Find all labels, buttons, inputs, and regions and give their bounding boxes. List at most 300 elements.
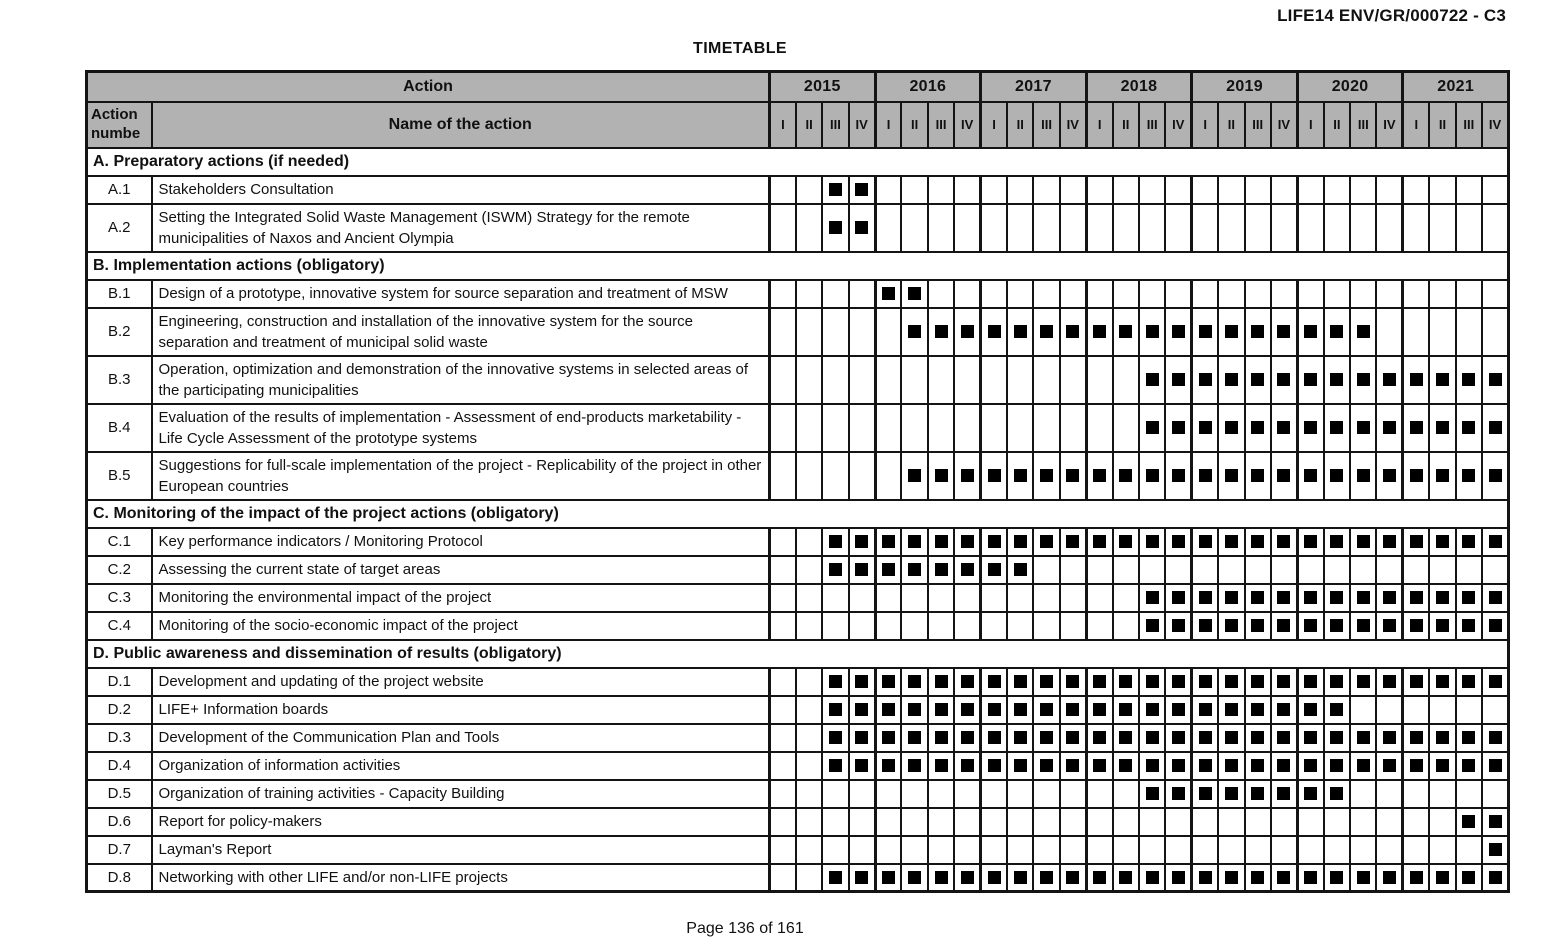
timetable-body: [87, 148, 1509, 892]
gantt-mark: [935, 325, 948, 338]
quarter-cell: [1429, 612, 1455, 640]
gantt-mark: [1066, 535, 1079, 548]
quarter-cell: [1350, 612, 1376, 640]
quarter-cell: [770, 280, 796, 308]
gantt-mark: [1146, 871, 1159, 884]
action-number: D.2: [87, 696, 152, 724]
table-row: [87, 176, 1509, 204]
quarter-cell: [1429, 556, 1455, 584]
quarter-cell: [1456, 176, 1482, 204]
quarter-cell: [1403, 864, 1429, 892]
quarter-cell: [1007, 808, 1033, 836]
gantt-mark: [1489, 871, 1502, 884]
gantt-mark: [1199, 325, 1212, 338]
quarter-cell: [1324, 584, 1350, 612]
quarter-cell: [901, 780, 927, 808]
header-quarter: II: [1429, 102, 1455, 148]
quarter-cell: [901, 584, 927, 612]
gantt-mark: [1066, 703, 1079, 716]
quarter-cell: [796, 452, 822, 500]
quarter-cell: [770, 528, 796, 556]
gantt-mark: [988, 325, 1001, 338]
quarter-cell: [954, 308, 980, 356]
quarter-cell: [928, 308, 954, 356]
table-row: [87, 696, 1509, 724]
quarter-cell: [1376, 808, 1402, 836]
gantt-mark: [1436, 421, 1449, 434]
quarter-cell: [1192, 668, 1218, 696]
gantt-mark: [1436, 731, 1449, 744]
quarter-cell: [1350, 308, 1376, 356]
gantt-mark: [1172, 535, 1185, 548]
quarter-cell: [1429, 752, 1455, 780]
gantt-mark: [1146, 325, 1159, 338]
header-row-quarters: [87, 102, 1509, 148]
gantt-mark: [1066, 325, 1079, 338]
table-row: [87, 404, 1509, 452]
gantt-mark: [1172, 759, 1185, 772]
gantt-mark: [1357, 469, 1370, 482]
quarter-cell: [1482, 176, 1508, 204]
quarter-cell: [928, 204, 954, 252]
gantt-mark: [1357, 675, 1370, 688]
gantt-mark: [1436, 373, 1449, 386]
quarter-cell: [1429, 452, 1455, 500]
quarter-cell: [796, 556, 822, 584]
quarter-cell: [1192, 204, 1218, 252]
gantt-mark: [1251, 871, 1264, 884]
quarter-cell: [770, 584, 796, 612]
header-quarter: I: [1297, 102, 1323, 148]
quarter-cell: [1086, 356, 1112, 404]
section-header: D. Public awareness and dissemination of results (obligatory): [87, 640, 1509, 668]
quarter-cell: [822, 356, 848, 404]
quarter-cell: [1007, 280, 1033, 308]
gantt-mark: [855, 563, 868, 576]
gantt-mark: [1357, 325, 1370, 338]
quarter-cell: [1297, 584, 1323, 612]
gantt-mark: [1225, 535, 1238, 548]
quarter-cell: [901, 696, 927, 724]
gantt-mark: [1462, 535, 1475, 548]
quarter-cell: [1482, 280, 1508, 308]
gantt-mark: [1277, 759, 1290, 772]
gantt-mark: [988, 675, 1001, 688]
quarter-cell: [849, 452, 875, 500]
quarter-cell: [770, 556, 796, 584]
header-quarter: III: [1245, 102, 1271, 148]
table-row: [87, 452, 1509, 500]
gantt-mark: [1357, 731, 1370, 744]
quarter-cell: [1139, 668, 1165, 696]
gantt-mark: [1304, 675, 1317, 688]
quarter-cell: [1245, 780, 1271, 808]
header-year: 2017: [981, 72, 1087, 102]
action-name: LIFE+ Information boards: [152, 696, 770, 724]
gantt-mark: [1225, 469, 1238, 482]
quarter-cell: [1245, 308, 1271, 356]
quarter-cell: [928, 696, 954, 724]
quarter-cell: [954, 404, 980, 452]
quarter-cell: [1271, 612, 1297, 640]
timetable: [85, 70, 1510, 893]
header-quarter: III: [928, 102, 954, 148]
action-name: Monitoring the environmental impact of the project: [152, 584, 770, 612]
gantt-mark: [1093, 675, 1106, 688]
quarter-cell: [1113, 356, 1139, 404]
quarter-cell: [981, 528, 1007, 556]
quarter-cell: [875, 176, 901, 204]
gantt-mark: [1040, 675, 1053, 688]
quarter-cell: [1033, 668, 1059, 696]
quarter-cell: [1456, 696, 1482, 724]
gantt-mark: [1251, 591, 1264, 604]
gantt-mark: [1014, 871, 1027, 884]
quarter-cell: [1165, 556, 1191, 584]
gantt-mark: [1489, 759, 1502, 772]
header-quarter: III: [1456, 102, 1482, 148]
quarter-cell: [849, 808, 875, 836]
quarter-cell: [1139, 752, 1165, 780]
quarter-cell: [928, 668, 954, 696]
gantt-mark: [1462, 591, 1475, 604]
table-row: [87, 308, 1509, 356]
gantt-mark: [1277, 703, 1290, 716]
quarter-cell: [1429, 308, 1455, 356]
gantt-mark: [882, 703, 895, 716]
gantt-mark: [1199, 469, 1212, 482]
quarter-cell: [849, 176, 875, 204]
quarter-cell: [1350, 836, 1376, 864]
quarter-cell: [981, 204, 1007, 252]
gantt-mark: [1410, 469, 1423, 482]
quarter-cell: [1113, 696, 1139, 724]
quarter-cell: [1060, 724, 1086, 752]
quarter-cell: [1376, 724, 1402, 752]
gantt-mark: [829, 563, 842, 576]
quarter-cell: [1245, 584, 1271, 612]
quarter-cell: [796, 836, 822, 864]
gantt-mark: [935, 675, 948, 688]
quarter-cell: [1218, 836, 1244, 864]
quarter-cell: [822, 204, 848, 252]
quarter-cell: [1456, 528, 1482, 556]
action-number: A.2: [87, 204, 152, 252]
quarter-cell: [1245, 612, 1271, 640]
gantt-mark: [961, 469, 974, 482]
gantt-mark: [1199, 787, 1212, 800]
quarter-cell: [1350, 176, 1376, 204]
quarter-cell: [1297, 668, 1323, 696]
quarter-cell: [1271, 724, 1297, 752]
quarter-cell: [1060, 556, 1086, 584]
gantt-mark: [1410, 619, 1423, 632]
gantt-mark: [961, 871, 974, 884]
gantt-mark: [1093, 871, 1106, 884]
quarter-cell: [770, 452, 796, 500]
quarter-cell: [1456, 404, 1482, 452]
quarter-cell: [1403, 780, 1429, 808]
gantt-mark: [855, 703, 868, 716]
action-name: Development and updating of the project website: [152, 668, 770, 696]
gantt-mark: [1146, 759, 1159, 772]
gantt-mark: [1277, 591, 1290, 604]
quarter-cell: [1113, 280, 1139, 308]
quarter-cell: [1086, 752, 1112, 780]
quarter-cell: [1060, 452, 1086, 500]
quarter-cell: [1060, 528, 1086, 556]
header-quarter: IV: [1271, 102, 1297, 148]
quarter-cell: [1086, 612, 1112, 640]
quarter-cell: [849, 752, 875, 780]
quarter-cell: [1376, 584, 1402, 612]
quarter-cell: [928, 280, 954, 308]
quarter-cell: [1324, 528, 1350, 556]
gantt-mark: [1172, 787, 1185, 800]
gantt-mark: [855, 221, 868, 234]
section-row: [87, 252, 1509, 280]
timetable-header: [87, 72, 1509, 148]
quarter-cell: [928, 612, 954, 640]
gantt-mark: [1066, 871, 1079, 884]
quarter-cell: [1297, 724, 1323, 752]
quarter-cell: [796, 404, 822, 452]
quarter-cell: [1060, 612, 1086, 640]
gantt-mark: [1172, 731, 1185, 744]
quarter-cell: [1113, 836, 1139, 864]
quarter-cell: [1482, 864, 1508, 892]
quarter-cell: [1271, 308, 1297, 356]
quarter-cell: [981, 836, 1007, 864]
quarter-cell: [928, 836, 954, 864]
gantt-mark: [908, 871, 921, 884]
quarter-cell: [1086, 528, 1112, 556]
gantt-mark: [1410, 871, 1423, 884]
quarter-cell: [796, 280, 822, 308]
gantt-mark: [829, 535, 842, 548]
header-quarter: IV: [849, 102, 875, 148]
gantt-mark: [1040, 871, 1053, 884]
gantt-mark: [1436, 469, 1449, 482]
header-quarter: I: [875, 102, 901, 148]
quarter-cell: [1456, 204, 1482, 252]
gantt-mark: [1383, 535, 1396, 548]
quarter-cell: [849, 404, 875, 452]
quarter-cell: [901, 752, 927, 780]
quarter-cell: [822, 612, 848, 640]
quarter-cell: [1350, 204, 1376, 252]
gantt-mark: [1199, 703, 1212, 716]
quarter-cell: [1350, 780, 1376, 808]
quarter-cell: [1403, 176, 1429, 204]
gantt-mark: [988, 731, 1001, 744]
quarter-cell: [901, 556, 927, 584]
quarter-cell: [770, 356, 796, 404]
quarter-cell: [1113, 308, 1139, 356]
quarter-cell: [1086, 724, 1112, 752]
gantt-mark: [935, 469, 948, 482]
quarter-cell: [1060, 864, 1086, 892]
quarter-cell: [796, 204, 822, 252]
quarter-cell: [1218, 404, 1244, 452]
quarter-cell: [954, 176, 980, 204]
quarter-cell: [875, 864, 901, 892]
section-row: [87, 148, 1509, 176]
quarter-cell: [796, 612, 822, 640]
gantt-mark: [961, 325, 974, 338]
quarter-cell: [1324, 780, 1350, 808]
quarter-cell: [1218, 668, 1244, 696]
quarter-cell: [875, 612, 901, 640]
quarter-cell: [1376, 752, 1402, 780]
document-reference: LIFE14 ENV/GR/000722 - C3: [1277, 6, 1506, 25]
gantt-mark: [1330, 703, 1343, 716]
quarter-cell: [770, 836, 796, 864]
gantt-mark: [961, 759, 974, 772]
quarter-cell: [822, 696, 848, 724]
quarter-cell: [849, 780, 875, 808]
quarter-cell: [1403, 612, 1429, 640]
quarter-cell: [928, 724, 954, 752]
quarter-cell: [1007, 696, 1033, 724]
quarter-cell: [1324, 176, 1350, 204]
quarter-cell: [875, 780, 901, 808]
quarter-cell: [849, 612, 875, 640]
gantt-mark: [1146, 373, 1159, 386]
gantt-mark: [1225, 871, 1238, 884]
gantt-mark: [961, 731, 974, 744]
quarter-cell: [1165, 356, 1191, 404]
action-number: A.1: [87, 176, 152, 204]
table-row: [87, 556, 1509, 584]
gantt-mark: [1462, 421, 1475, 434]
gantt-mark: [1146, 703, 1159, 716]
quarter-cell: [1324, 836, 1350, 864]
quarter-cell: [1139, 308, 1165, 356]
gantt-mark: [1436, 759, 1449, 772]
quarter-cell: [901, 280, 927, 308]
gantt-mark: [908, 535, 921, 548]
quarter-cell: [954, 528, 980, 556]
quarter-cell: [1033, 836, 1059, 864]
table-row: [87, 612, 1509, 640]
quarter-cell: [1060, 836, 1086, 864]
quarter-cell: [875, 280, 901, 308]
quarter-cell: [1376, 404, 1402, 452]
gantt-mark: [1199, 619, 1212, 632]
quarter-cell: [1324, 724, 1350, 752]
quarter-cell: [1482, 808, 1508, 836]
gantt-mark: [1040, 759, 1053, 772]
gantt-mark: [1410, 731, 1423, 744]
gantt-mark: [908, 731, 921, 744]
gantt-mark: [1383, 871, 1396, 884]
gantt-mark: [882, 759, 895, 772]
quarter-cell: [1007, 864, 1033, 892]
quarter-cell: [1139, 864, 1165, 892]
action-name: Evaluation of the results of implementation - Assessment of end-products marketability - Life Cycle Assessment of the prototype systems: [152, 404, 770, 452]
quarter-cell: [1429, 724, 1455, 752]
gantt-mark: [1251, 731, 1264, 744]
quarter-cell: [822, 404, 848, 452]
header-quarter: IV: [1165, 102, 1191, 148]
quarter-cell: [1218, 176, 1244, 204]
gantt-mark: [1489, 535, 1502, 548]
gantt-mark: [1146, 535, 1159, 548]
quarter-cell: [1245, 356, 1271, 404]
quarter-cell: [1350, 584, 1376, 612]
action-number: D.4: [87, 752, 152, 780]
header-action-name: Name of the action: [152, 102, 770, 148]
table-row: [87, 528, 1509, 556]
quarter-cell: [1086, 864, 1112, 892]
quarter-cell: [1033, 584, 1059, 612]
quarter-cell: [1245, 668, 1271, 696]
gantt-mark: [1277, 619, 1290, 632]
header-quarter: I: [981, 102, 1007, 148]
gantt-mark: [829, 675, 842, 688]
quarter-cell: [1271, 752, 1297, 780]
gantt-mark: [1357, 535, 1370, 548]
quarter-cell: [1324, 612, 1350, 640]
gantt-mark: [829, 731, 842, 744]
quarter-cell: [1324, 696, 1350, 724]
quarter-cell: [1218, 864, 1244, 892]
quarter-cell: [1245, 528, 1271, 556]
quarter-cell: [1192, 404, 1218, 452]
quarter-cell: [928, 808, 954, 836]
gantt-mark: [855, 535, 868, 548]
quarter-cell: [1060, 668, 1086, 696]
quarter-cell: [1218, 780, 1244, 808]
gantt-mark: [1462, 759, 1475, 772]
quarter-cell: [822, 556, 848, 584]
quarter-cell: [849, 308, 875, 356]
quarter-cell: [1271, 780, 1297, 808]
quarter-cell: [1350, 752, 1376, 780]
gantt-mark: [1225, 731, 1238, 744]
section-row: [87, 500, 1509, 528]
quarter-cell: [1271, 584, 1297, 612]
gantt-mark: [1146, 675, 1159, 688]
gantt-mark: [935, 871, 948, 884]
header-quarter: IV: [1482, 102, 1508, 148]
quarter-cell: [1192, 752, 1218, 780]
quarter-cell: [1324, 204, 1350, 252]
quarter-cell: [1033, 752, 1059, 780]
gantt-mark: [1410, 759, 1423, 772]
gantt-mark: [1462, 731, 1475, 744]
gantt-mark: [1093, 731, 1106, 744]
quarter-cell: [796, 780, 822, 808]
quarter-cell: [981, 356, 1007, 404]
quarter-cell: [1007, 556, 1033, 584]
quarter-cell: [1456, 584, 1482, 612]
quarter-cell: [1165, 308, 1191, 356]
gantt-mark: [1489, 373, 1502, 386]
header-action-number: Action numbe: [87, 102, 152, 148]
quarter-cell: [1297, 836, 1323, 864]
quarter-cell: [1376, 280, 1402, 308]
quarter-cell: [822, 176, 848, 204]
gantt-mark: [1489, 619, 1502, 632]
quarter-cell: [1403, 752, 1429, 780]
quarter-cell: [1007, 724, 1033, 752]
gantt-mark: [1119, 535, 1132, 548]
quarter-cell: [901, 808, 927, 836]
quarter-cell: [1482, 724, 1508, 752]
quarter-cell: [1429, 864, 1455, 892]
